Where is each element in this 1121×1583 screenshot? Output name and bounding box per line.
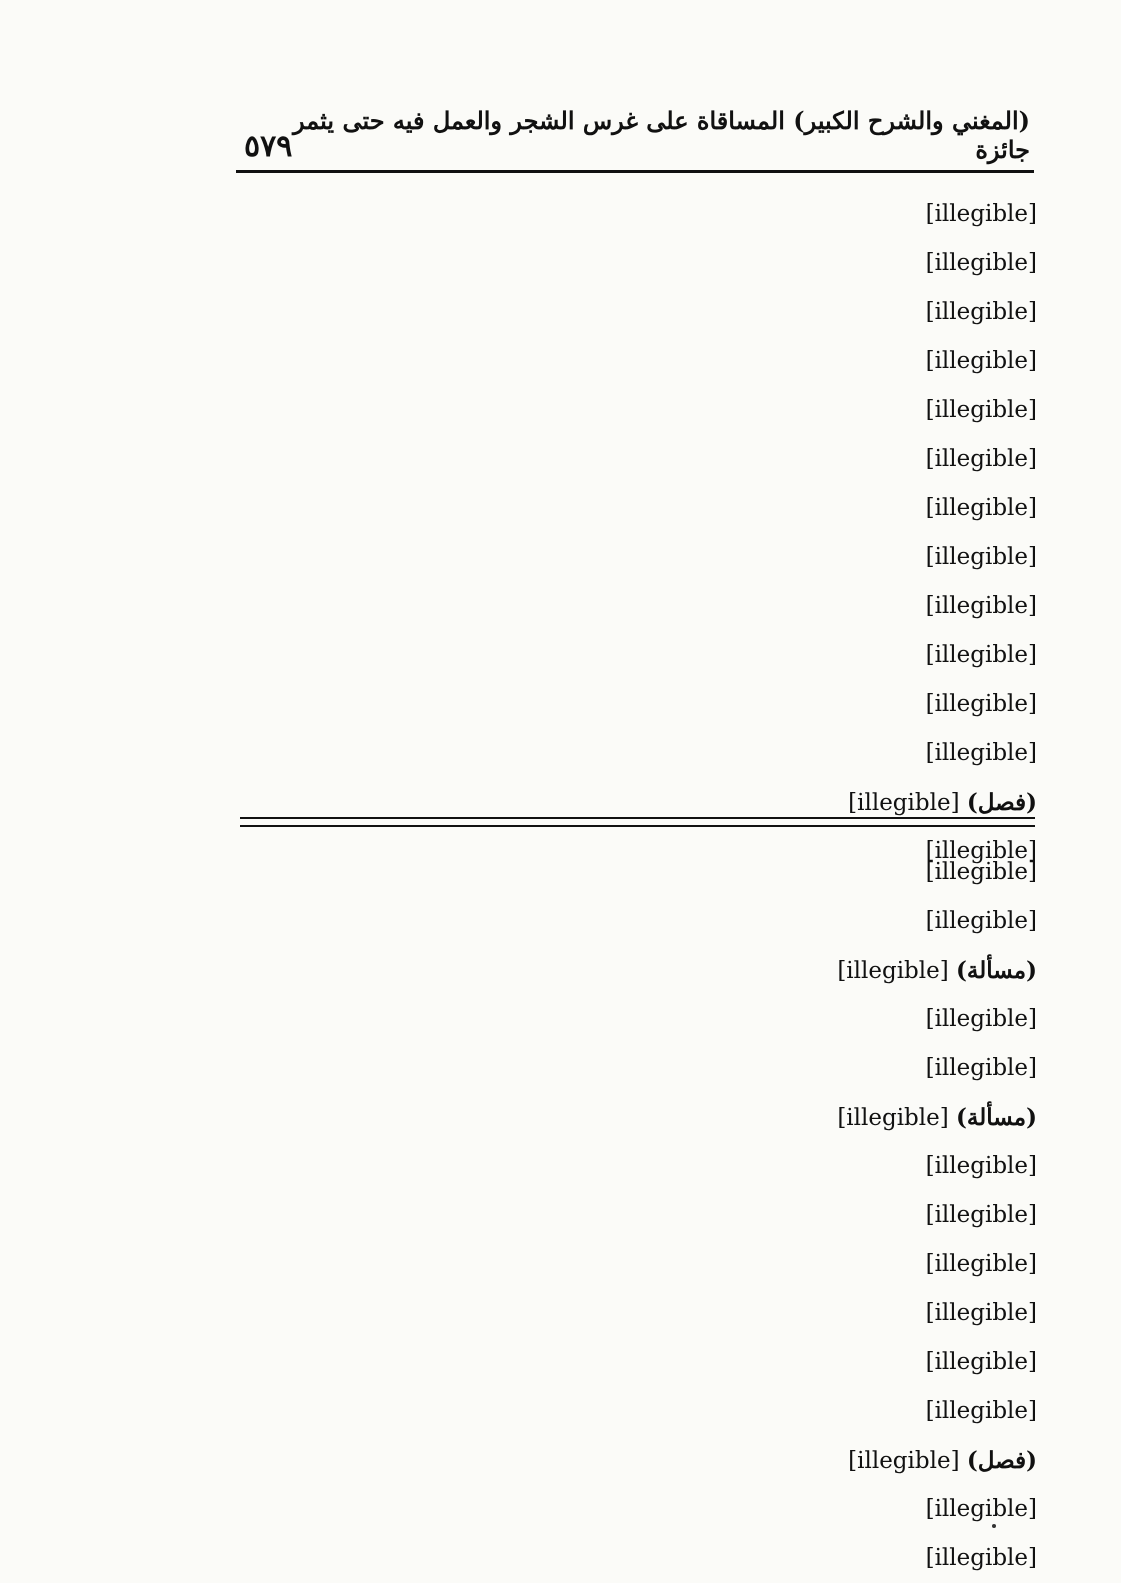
text-line: [illegible] (925, 397, 1037, 423)
text-line: [illegible] (925, 1055, 1037, 1081)
page-header (244, 106, 1030, 164)
page-number: ٥٧٩ (244, 129, 293, 164)
text-line: [illegible] (925, 1251, 1037, 1277)
text-line (232, 1093, 1037, 1142)
text-line: [illegible] (925, 544, 1037, 570)
text-line: [illegible] (925, 348, 1037, 374)
page-speck (992, 1524, 996, 1528)
text-line: [illegible] (925, 1202, 1037, 1228)
text-line: [illegible] (925, 1398, 1037, 1424)
text-line: [illegible] (925, 201, 1037, 227)
text-line: [illegible] (925, 1545, 1037, 1571)
text-line: [illegible] (925, 1153, 1037, 1179)
text-line: [illegible] (925, 593, 1037, 619)
section-heading: (فصل) (966, 789, 1037, 816)
masala-heading: (مسألة) (956, 1104, 1037, 1131)
section-divider (240, 817, 1035, 827)
text-line: [illegible] (925, 1349, 1037, 1375)
text-line: [illegible] (925, 838, 1037, 864)
text-line-rest: [illegible] (837, 958, 949, 984)
sharh-kabir-text (232, 190, 1037, 876)
fasl-heading: (فصل) (966, 1447, 1037, 1474)
text-line: [illegible] (925, 1300, 1037, 1326)
text-line: [illegible] (925, 642, 1037, 668)
text-line: [illegible] (925, 495, 1037, 521)
text-line-rest: [illegible] (837, 1105, 949, 1131)
text-line: [illegible] (925, 250, 1037, 276)
text-line-rest: [illegible] (848, 1448, 960, 1474)
header-title: (المغني والشرح الكبير) المساقاة على غرس الشجر والعمل فيه حتى يثمر جائزة (293, 106, 1030, 164)
text-line: [illegible] (925, 740, 1037, 766)
text-line: [illegible] (925, 691, 1037, 717)
text-line (232, 946, 1037, 995)
header-rule (236, 170, 1034, 173)
text-line: [illegible] (925, 859, 1037, 885)
text-line: [illegible] (925, 299, 1037, 325)
text-line: [illegible] (925, 908, 1037, 934)
text-line-rest: [illegible] (848, 790, 960, 816)
text-line: [illegible] (925, 1496, 1037, 1522)
text-line (232, 1436, 1037, 1485)
text-line: [illegible] (925, 1006, 1037, 1032)
masala-heading: (مسألة) (956, 957, 1037, 984)
text-line: [illegible] (925, 446, 1037, 472)
mughni-text (232, 848, 1037, 1583)
